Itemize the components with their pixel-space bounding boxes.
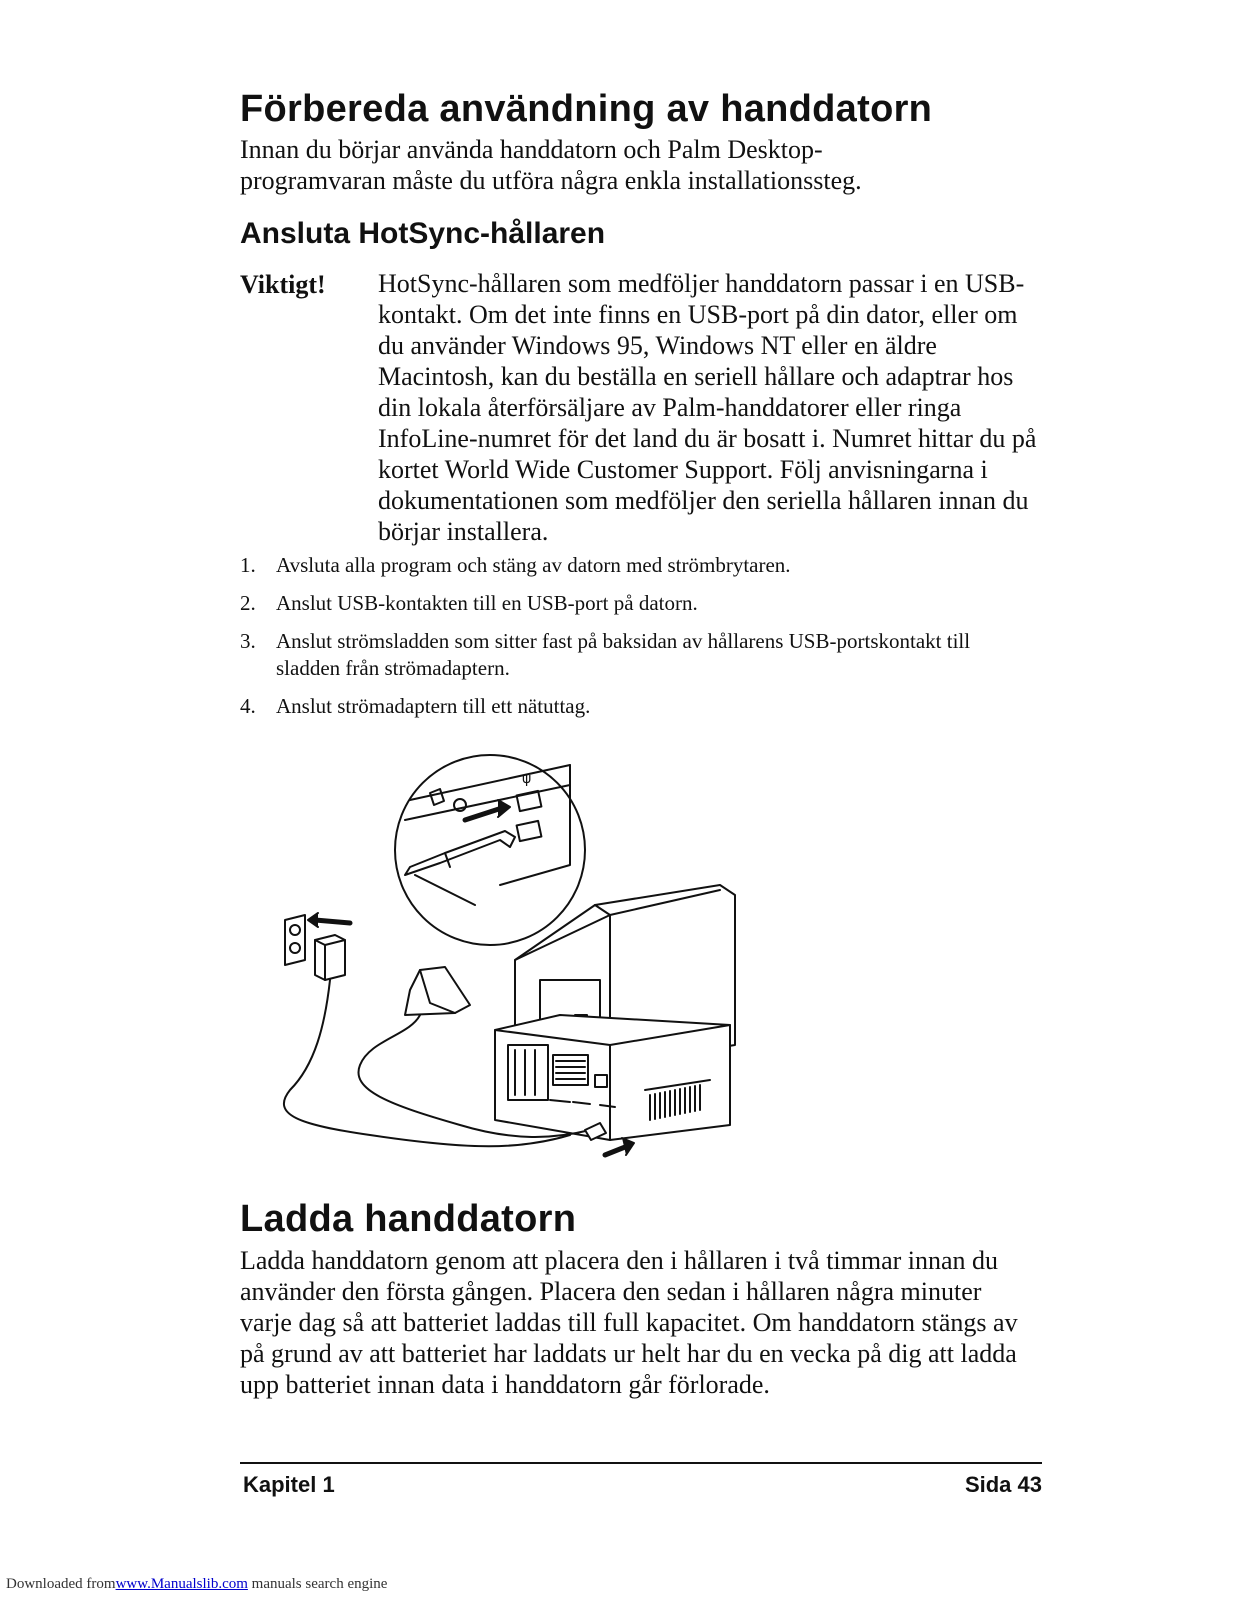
usb-symbol-icon: ψ — [522, 771, 532, 787]
download-suffix: manuals search engine — [247, 1576, 388, 1592]
wall-outlet — [285, 915, 305, 965]
hotsync-cradle — [405, 967, 470, 1015]
step-text: Anslut strömsladden som sitter fast på baksidan av hållarens USB-portskontakt till sladden från strömadaptern. — [276, 629, 971, 680]
computer-case — [495, 1015, 730, 1140]
footer-page-number: Sida 43 — [964, 1472, 1042, 1497]
step-number: 3. — [240, 629, 256, 653]
steps-list — [240, 552, 1020, 731]
step-text: Anslut strömadaptern till ett nätuttag. — [276, 694, 591, 718]
step-item — [240, 628, 976, 682]
insert-arrow-outlet — [315, 920, 350, 923]
important-label: Viktigt! — [240, 270, 326, 299]
section-title-prepare: Förbereda användning av handdatorn — [240, 88, 933, 130]
step-item — [240, 590, 1020, 617]
step-number: 4. — [240, 694, 256, 718]
power-adapter — [315, 935, 345, 980]
manualslib-link[interactable]: www.Manualslib.com — [115, 1576, 248, 1592]
intro-paragraph: Innan du börjar använda handdatorn och Palm Desktop-programvaran måste du utföra några enkla installationssteg. — [240, 135, 862, 195]
setup-illustration — [270, 745, 750, 1185]
usb-port-closeup — [395, 755, 585, 945]
step-number: 2. — [240, 591, 256, 615]
footer-chapter: Kapitel 1 — [243, 1472, 335, 1497]
step-text: Anslut USB-kontakten till en USB-port på datorn. — [276, 591, 698, 615]
step-text: Avsluta alla program och stäng av datorn med strömbrytaren. — [276, 553, 791, 577]
section-title-hotsync: Ansluta HotSync-hållaren — [240, 217, 606, 250]
download-notice — [6, 1576, 387, 1593]
footer-divider — [240, 1462, 1042, 1464]
section-title-charge: Ladda handdatorn — [240, 1198, 577, 1240]
step-item — [240, 693, 1020, 720]
important-note: HotSync-hållaren som medföljer handdatorn passar i en USB-kontakt. Om det inte finns en USB-port på din dator, eller om du använder Windows 95, Windows NT eller en äldre Macintosh, kan du beställa en seriell hållare och adaptrar hos din lokala återförsäljare av Palm-handdatorer eller ringa InfoLine-numret för det land du är bosatt i. Numret hittar du på kortet World Wide Customer Support. Följ anvisningarna i dokumentationen som medföljer den seriella hållaren innan du börjar installera. — [378, 269, 1037, 546]
download-prefix: Downloaded from — [6, 1576, 116, 1592]
step-item — [240, 552, 1020, 579]
step-number: 1. — [240, 553, 256, 577]
charge-paragraph: Ladda handdatorn genom att placera den i hållaren i två timmar innan du använder den första gången. Placera den sedan i hållaren några minuter varje dag så att batteriet laddas till full kapacitet. Om handdatorn stängs av på grund av att batteriet har laddats ur helt har du en vecka på dig att ladda upp batteriet innan data i handdatorn går förlorade. — [240, 1246, 1018, 1399]
